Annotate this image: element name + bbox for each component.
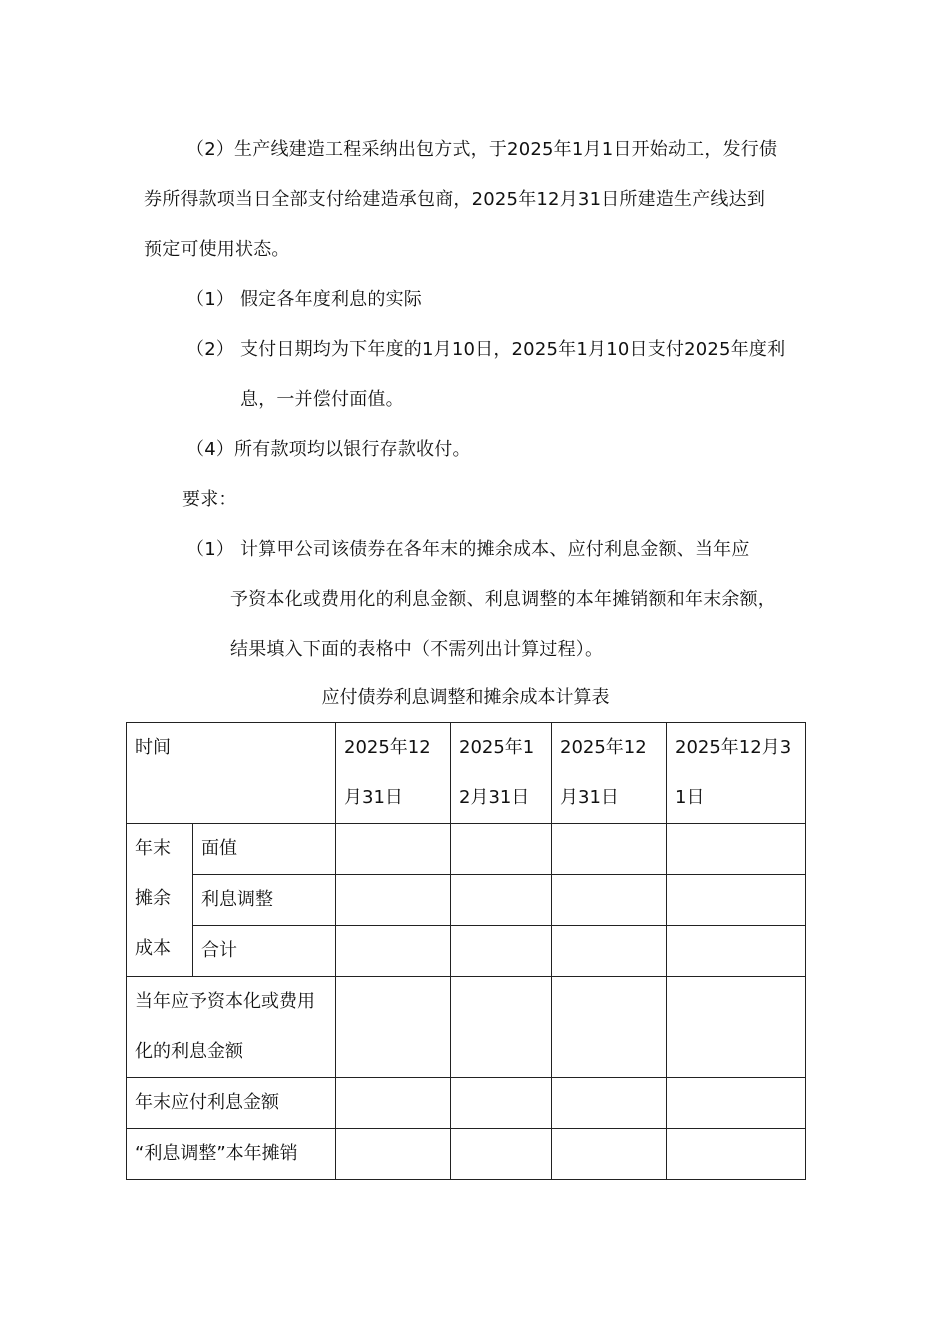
table-row bbox=[127, 926, 806, 977]
value-cell[interactable] bbox=[336, 875, 451, 926]
group-label-line: 摊余 bbox=[135, 888, 171, 909]
table-row bbox=[127, 1078, 806, 1129]
table-caption: 应付债券利息调整和摊余成本计算表 bbox=[321, 687, 610, 708]
row-label-total: 合计 bbox=[193, 926, 336, 977]
row-label-interest-adjustment: 利息调整 bbox=[193, 875, 336, 926]
table-row bbox=[127, 1129, 806, 1180]
value-cell[interactable] bbox=[667, 824, 806, 875]
header-date-cell: 2025年12月31日 bbox=[336, 723, 451, 824]
group-label-cell bbox=[127, 824, 193, 977]
value-cell[interactable] bbox=[552, 824, 667, 875]
header-time-cell: 时间 bbox=[127, 723, 336, 824]
value-cell[interactable] bbox=[667, 977, 806, 1078]
table-row bbox=[127, 977, 806, 1078]
header-date-cell: 2025年12月31日 bbox=[552, 723, 667, 824]
value-cell[interactable] bbox=[336, 1078, 451, 1129]
value-cell[interactable] bbox=[451, 1129, 552, 1180]
value-cell[interactable] bbox=[336, 926, 451, 977]
assumption-item-2-cont: 息，一并偿付面值。 bbox=[240, 389, 404, 410]
group-label-line: 成本 bbox=[135, 938, 171, 959]
value-cell[interactable] bbox=[336, 1129, 451, 1180]
assumption-item-1: （1） 假定各年度利息的实际 bbox=[186, 289, 422, 310]
header-date-cell: 2025年12月31日 bbox=[667, 723, 806, 824]
value-cell[interactable] bbox=[336, 824, 451, 875]
row-label-face-value: 面值 bbox=[193, 824, 336, 875]
requirement-label: 要求： bbox=[182, 489, 237, 510]
group-label-line: 年末 bbox=[135, 838, 171, 859]
value-cell[interactable] bbox=[552, 977, 667, 1078]
value-cell[interactable] bbox=[552, 926, 667, 977]
value-cell[interactable] bbox=[667, 1078, 806, 1129]
row-label-interest-expense: 当年应予资本化或费用化的利息金额 bbox=[127, 977, 336, 1078]
row-label-interest-payable: 年末应付利息金额 bbox=[127, 1078, 336, 1129]
header-date-cell: 2025年12月31日 bbox=[451, 723, 552, 824]
value-cell[interactable] bbox=[552, 875, 667, 926]
value-cell[interactable] bbox=[451, 926, 552, 977]
assumption-item-2: （2） 支付日期均为下年度的1月10日，2025年1月10日支付2025年度利 bbox=[186, 339, 786, 360]
paragraph-line: （2）生产线建造工程采纳出包方式，于2025年1月1日开始动工，发行债 bbox=[186, 139, 778, 160]
requirement-item-1: （1） 计算甲公司该债券在各年末的摊余成本、应付利息金额、当年应 bbox=[186, 539, 750, 560]
value-cell[interactable] bbox=[667, 875, 806, 926]
paragraph-line: 预定可使用状态。 bbox=[144, 239, 290, 260]
paragraph-line: 券所得款项当日全部支付给建造承包商，2025年12月31日所建造生产线达到 bbox=[144, 189, 766, 210]
requirement-item-1-cont: 结果填入下面的表格中（不需列出计算过程）。 bbox=[230, 639, 604, 660]
table-row bbox=[127, 875, 806, 926]
value-cell[interactable] bbox=[451, 1078, 552, 1129]
value-cell[interactable] bbox=[451, 977, 552, 1078]
table-row bbox=[127, 824, 806, 875]
value-cell[interactable] bbox=[451, 875, 552, 926]
requirement-item-1-cont: 予资本化或费用化的利息金额、利息调整的本年摊销额和年末余额， bbox=[230, 589, 776, 610]
value-cell[interactable] bbox=[552, 1078, 667, 1129]
value-cell[interactable] bbox=[552, 1129, 667, 1180]
table-header-row bbox=[127, 723, 806, 824]
value-cell[interactable] bbox=[667, 1129, 806, 1180]
value-cell[interactable] bbox=[667, 926, 806, 977]
row-label-amortization: “利息调整”本年摊销 bbox=[127, 1129, 336, 1180]
value-cell[interactable] bbox=[451, 824, 552, 875]
assumption-item-4: （4）所有款项均以银行存款收付。 bbox=[186, 439, 471, 460]
value-cell[interactable] bbox=[336, 977, 451, 1078]
calculation-table bbox=[126, 722, 806, 1180]
